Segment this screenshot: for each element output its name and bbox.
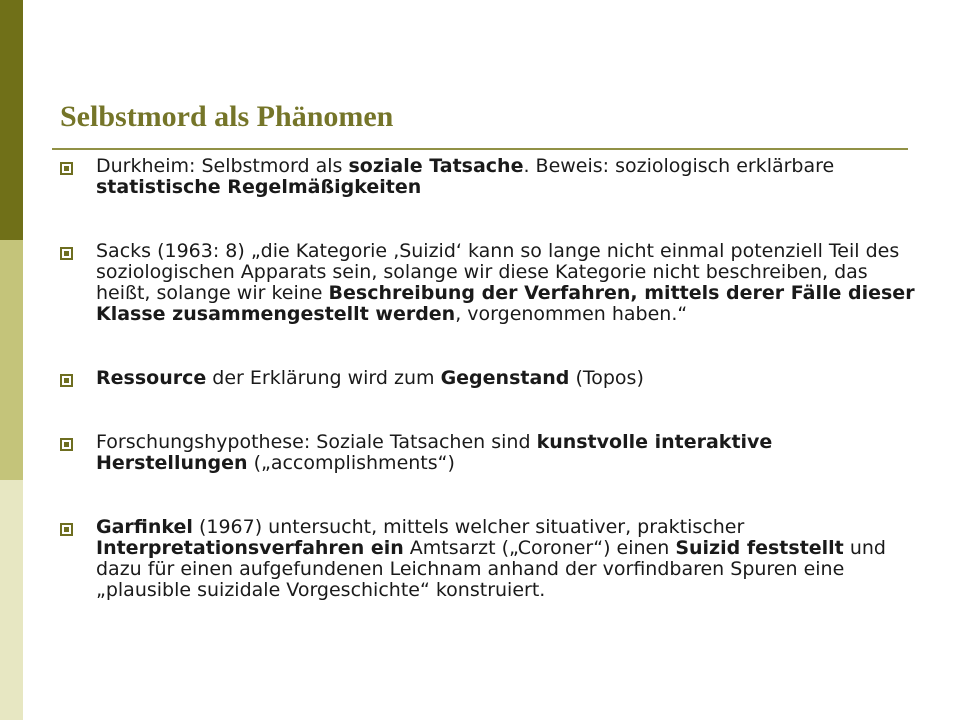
slide-title: Selbstmord als Phänomen [60, 100, 394, 133]
bullet-text: und dazu für einen aufgefundenen Leichnam anhand der vorfindbaren Spuren eine „plausible suizidale Vorgeschichte“ konstruiert. [96, 537, 886, 601]
bullet-text-bold: soziale Tatsache [348, 155, 524, 177]
side-bar-light [0, 480, 23, 720]
bullet-text: (1967) untersucht, mittels welcher situativer, praktischer [192, 516, 745, 538]
bullet-square-icon [60, 523, 73, 536]
bullet-text: Durkheim: Selbstmord als [96, 155, 349, 177]
bullet-text: Forschungshypothese: Soziale Tatsachen sind [96, 431, 537, 453]
bullet-text-bold: Suizid feststellt [675, 537, 844, 559]
bullet-text: Sacks (1963: 8) „die Kategorie ‚Suizid‘ kann so lange nicht einmal potenziell Teil des soziologischen Apparats sein, solange wir diese Kategorie nicht beschreiben, das heißt, solange wir keine [96, 240, 900, 304]
bullet-text: . Beweis: soziologisch erklärbare [523, 155, 835, 177]
bullet-text-bold: Garfinkel [96, 516, 193, 538]
bullet-text-bold: Interpretationsverfahren ein [96, 537, 404, 559]
bullet-item [60, 432, 920, 474]
bullet-square-icon [60, 162, 73, 175]
side-bar-dark [0, 0, 23, 240]
title-divider [52, 148, 908, 150]
bullet-text: , vorgenommen haben.“ [455, 303, 688, 325]
bullet-text-bold: Gegenstand [440, 367, 570, 389]
bullet-item [60, 241, 920, 325]
bullet-square-icon [60, 374, 73, 387]
bullet-list [60, 156, 920, 644]
bullet-text: (Topos) [569, 367, 644, 389]
bullet-item [60, 517, 920, 601]
side-bar-mid [0, 240, 23, 480]
bullet-text-bold: Beschreibung der Verfahren, mittels derer Fälle dieser Klasse zusammengestellt werden [96, 282, 915, 325]
bullet-item [60, 156, 920, 198]
bullet-text-bold: statistische Regelmäßigkeiten [96, 176, 422, 198]
bullet-text-bold: kunstvolle interaktive Herstellungen [96, 431, 773, 474]
bullet-text: der Erklärung wird zum [206, 367, 441, 389]
bullet-text: Amtsarzt („Coroner“) einen [403, 537, 676, 559]
bullet-text: („accomplishments“) [247, 452, 455, 474]
bullet-text-bold: Ressource [96, 367, 207, 389]
bullet-square-icon [60, 438, 73, 451]
bullet-square-icon [60, 247, 73, 260]
bullet-item [60, 368, 920, 389]
